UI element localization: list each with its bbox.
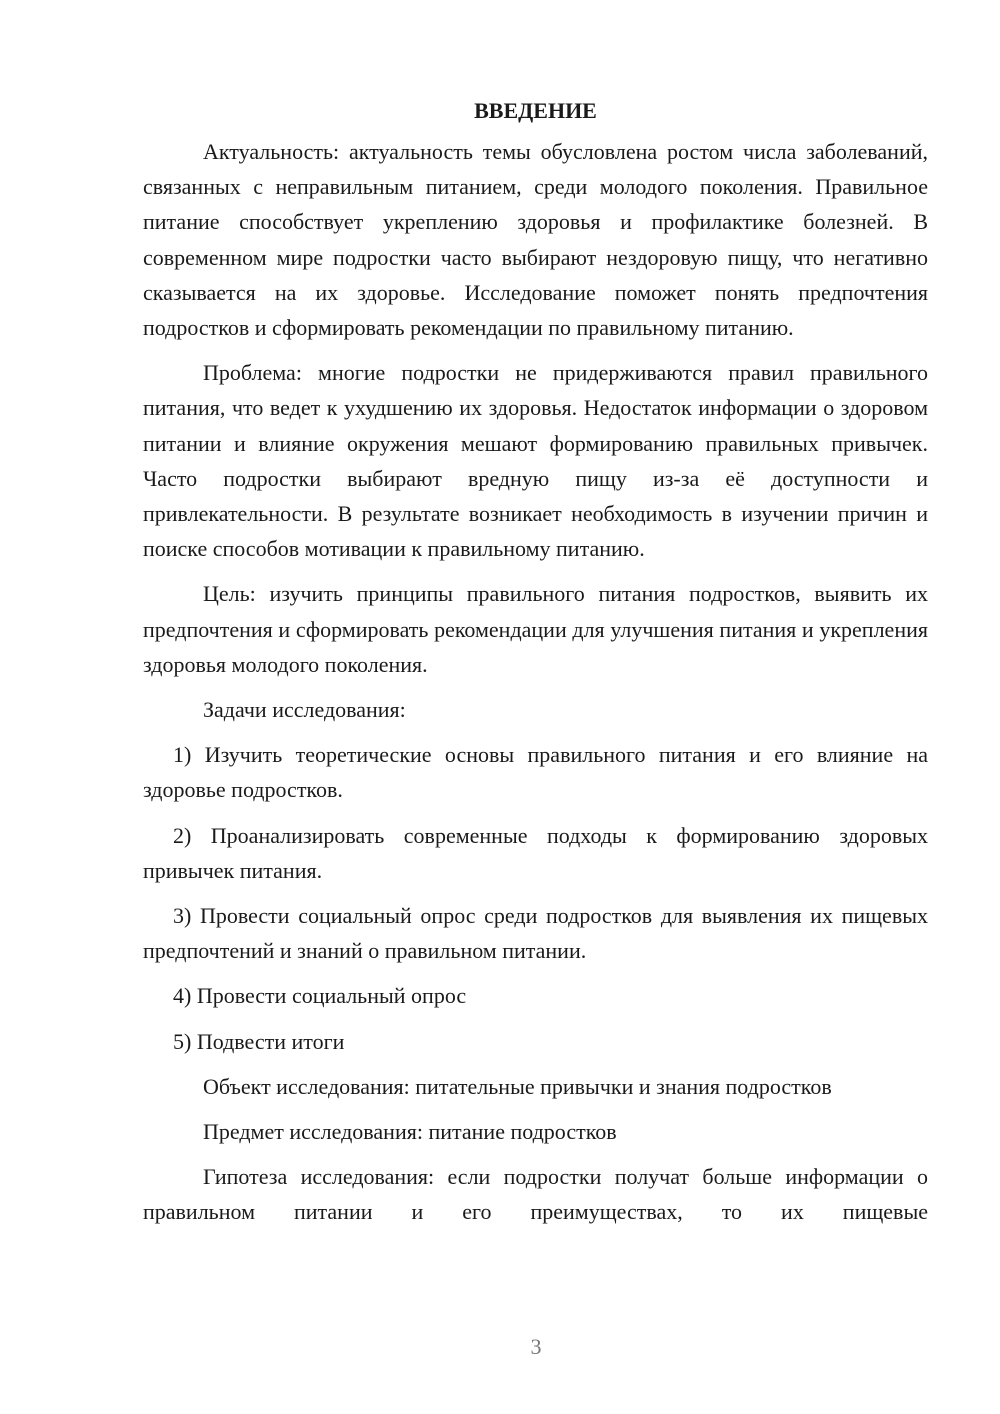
paragraph-relevance: Актуальность: актуальность темы обусловлена ростом числа заболеваний, связанных с неправильным питанием, среди молодого поколения. Правильное питание способствует укреплению здоровья и профилактике болезней. В современном мире подростки часто выбирают нездоровую пищу, что негативно сказывается на их здоровье. Исследование поможет понять предпочтения подростков и сформировать рекомендации по правильному питанию. <box>143 139 928 341</box>
paragraph-object: Объект исследования: питательные привычки и знания подростков <box>203 1073 832 1099</box>
tasks-heading: Задачи исследования: <box>203 697 406 723</box>
paragraph-problem: Проблема: многие подростки не придерживаются правил правильного питания, что ведет к ухудшению их здоровья. Недостаток информации о здоровом питании и влияние окружения мешают формированию правильных привычек. Часто подростки выбирают вредную пищу из-за её доступности и привлекательности. В результате возникает необходимость в изучении причин и поиске способов мотивации к правильному питанию. <box>143 360 928 562</box>
task-item-2: 2) Проанализировать современные подходы к формированию здоровых привычек питания. <box>143 822 928 883</box>
paragraph-subject: Предмет исследования: питание подростков <box>203 1119 617 1145</box>
paragraph-hypothesis: Гипотеза исследования: если подростки получат больше информации о правильном питании и его преимуществах, то их пищевые <box>143 1164 928 1225</box>
task-item-3: 3) Провести социальный опрос среди подростков для выявления их пищевых предпочтений и знаний о правильном питании. <box>143 903 928 964</box>
paragraph-goal: Цель: изучить принципы правильного питания подростков, выявить их предпочтения и сформировать рекомендации для улучшения питания и укрепления здоровья молодого поколения. <box>143 581 928 677</box>
document-body <box>143 96 928 1240</box>
section-title: ВВЕДЕНИЕ <box>474 98 597 123</box>
page-number: 3 <box>530 1334 542 1359</box>
task-item-5: 5) Подвести итоги <box>173 1028 345 1054</box>
task-item-4: 4) Провести социальный опрос <box>173 983 467 1009</box>
task-item-1: 1) Изучить теоретические основы правильного питания и его влияние на здоровье подростков. <box>143 742 928 803</box>
